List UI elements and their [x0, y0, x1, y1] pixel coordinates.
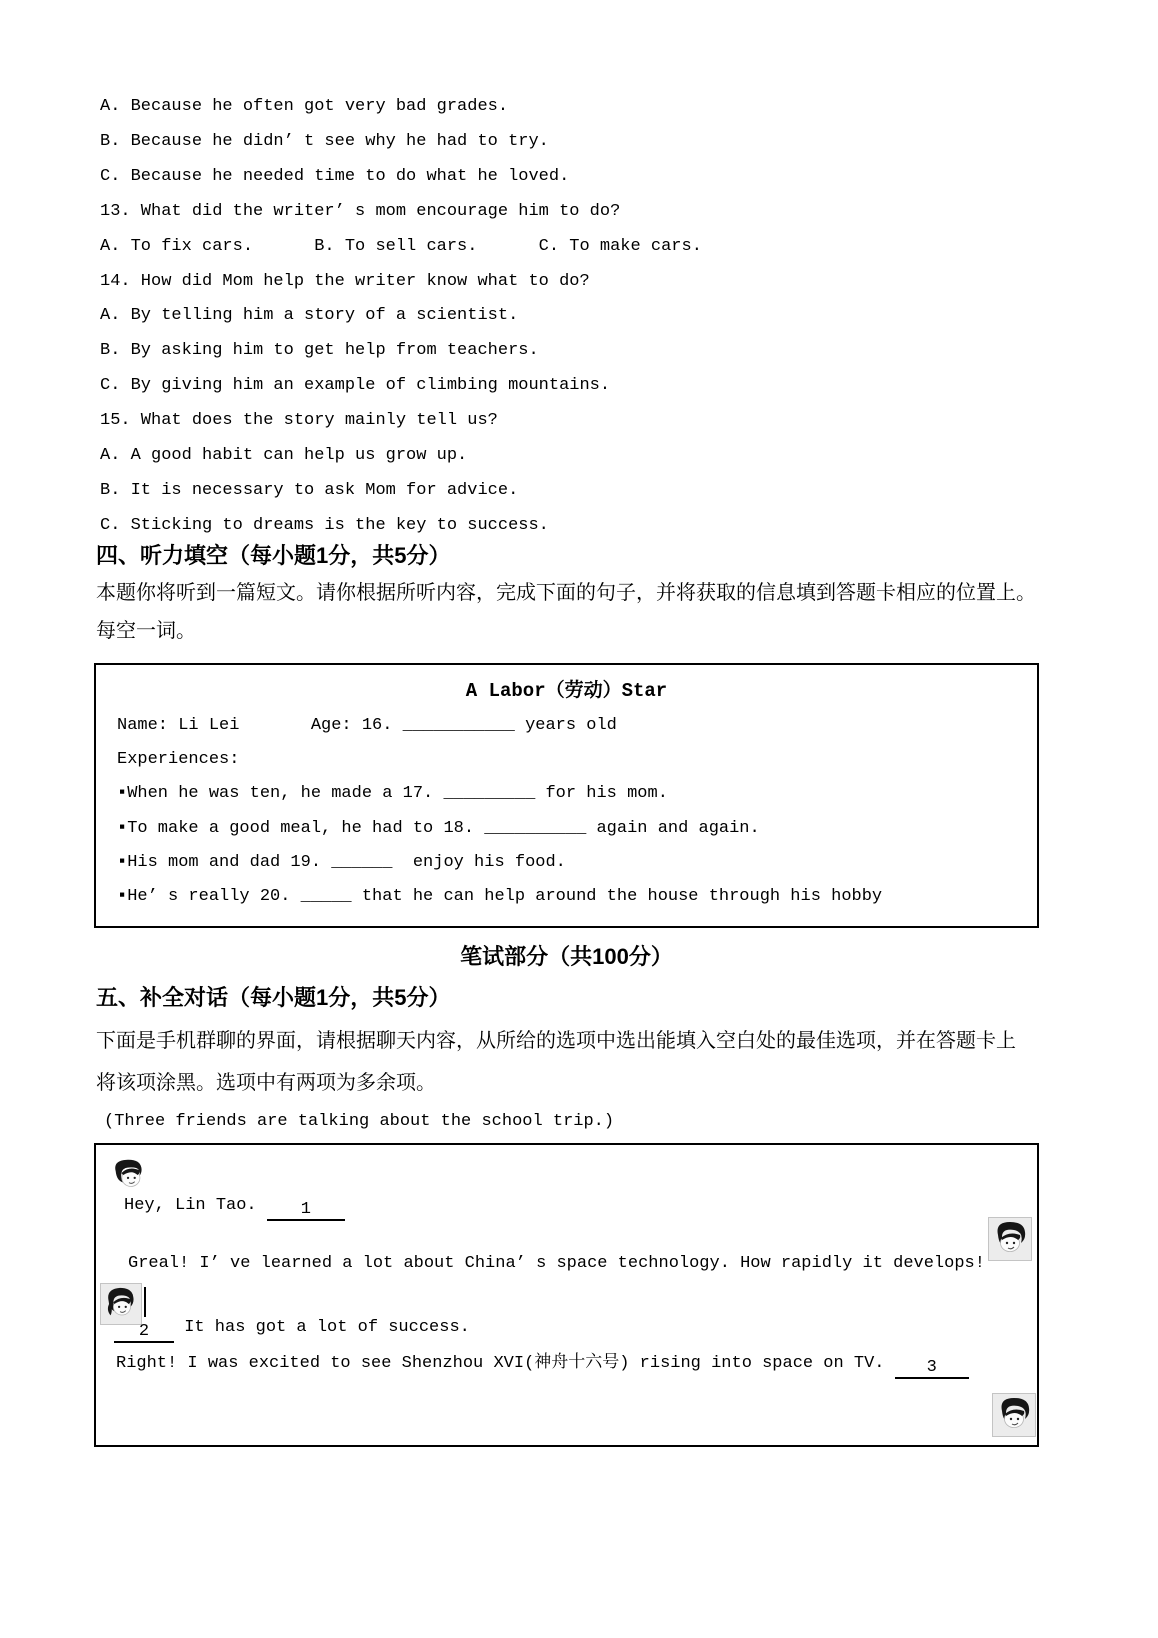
form-line-18: ▪To make a good meal, he had to 18. __________ again and again.	[117, 818, 760, 838]
form-title: A Labor（劳动）Star	[465, 680, 668, 702]
question-line: C. Because he needed time to do what he loved.	[100, 166, 570, 186]
form-line-17: ▪When he was ten, he made a 17. _________ for his mom.	[117, 784, 668, 804]
chat-message-3	[114, 1313, 470, 1343]
question-line: A. Because he often got very bad grades.	[100, 97, 509, 116]
chat-message-4	[116, 1349, 969, 1379]
question-line: B. It is necessary to ask Mom for advice.	[100, 480, 519, 500]
blank-1: 1	[267, 1195, 345, 1221]
section4-instructions-line2: 每空一词。	[96, 620, 196, 642]
question-line: A. By telling him a story of a scientist.	[100, 306, 519, 326]
chat-message-4-text: Right! I was excited to see Shenzhou XVI(神舟十六号) rising into space on TV.	[116, 1354, 895, 1373]
section4-heading: 四、听力填空（每小题1分，共5分）	[96, 543, 451, 568]
form-line-name-age: Name: Li Lei Age: 16. ___________ years old	[117, 716, 617, 735]
chat-message-2-text: Greal! I’ ve learned a lot about China’ s space technology. How rapidly it develops!	[128, 1254, 985, 1273]
question-line: 13. What did the writer’ s mom encourage him to do?	[100, 201, 621, 221]
section5-instructions-line2: 将该项涂黑。选项中有两项为多余项。	[96, 1072, 436, 1094]
avatar-boy1	[110, 1157, 148, 1195]
chat-message-1	[124, 1191, 345, 1221]
question-line: 14. How did Mom help the writer know what to do?	[100, 271, 590, 291]
form-line-20: ▪He’ s really 20. _____ that he can help around the house through his hobby	[117, 887, 883, 907]
chat-message-1-text: Hey, Lin Tao.	[124, 1196, 267, 1215]
listening-questions	[100, 90, 702, 544]
question-line: A. To fix cars. B. To sell cars. C. To make cars.	[100, 236, 702, 256]
chat-box	[94, 1143, 1039, 1447]
section4-instructions-line1: 本题你将听到一篇短文。请你根据所听内容，完成下面的句子，并将获取的信息填到答题卡相应的位置上。	[96, 582, 1036, 604]
section5-heading: 五、补全对话（每小题1分，共5分）	[96, 985, 451, 1010]
scene-line: (Three friends are talking about the school trip.)	[104, 1112, 615, 1131]
question-line: B. By asking him to get help from teachers.	[100, 341, 539, 361]
form-line-19: ▪His mom and dad 19. ______ enjoy his food.	[117, 852, 566, 872]
blank-3: 3	[895, 1353, 969, 1379]
question-line: 15. What does the story mainly tell us?	[100, 411, 498, 431]
avatar-boy2	[988, 1217, 1032, 1261]
written-part-heading: 笔试部分（共100分）	[460, 944, 673, 969]
listening-form-box	[94, 663, 1039, 928]
blank-2: 2	[114, 1317, 174, 1343]
section5-instructions-line1: 下面是手机群聊的界面，请根据聊天内容，从所给的选项中选出能填入空白处的最佳选项，并在答题卡上	[96, 1030, 1016, 1052]
question-line: B. Because he didn’ t see why he had to try.	[100, 131, 549, 151]
form-line-experiences: Experiences:	[117, 750, 240, 770]
question-line: C. Sticking to dreams is the key to success.	[100, 515, 549, 535]
chat-message-2	[128, 1249, 985, 1279]
question-line: C. By giving him an example of climbing mountains.	[100, 376, 611, 396]
question-line: A. A good habit can help us grow up.	[100, 446, 468, 466]
chat-message-3-text: It has got a lot of success.	[174, 1318, 470, 1337]
avatar-boy3	[992, 1393, 1036, 1437]
